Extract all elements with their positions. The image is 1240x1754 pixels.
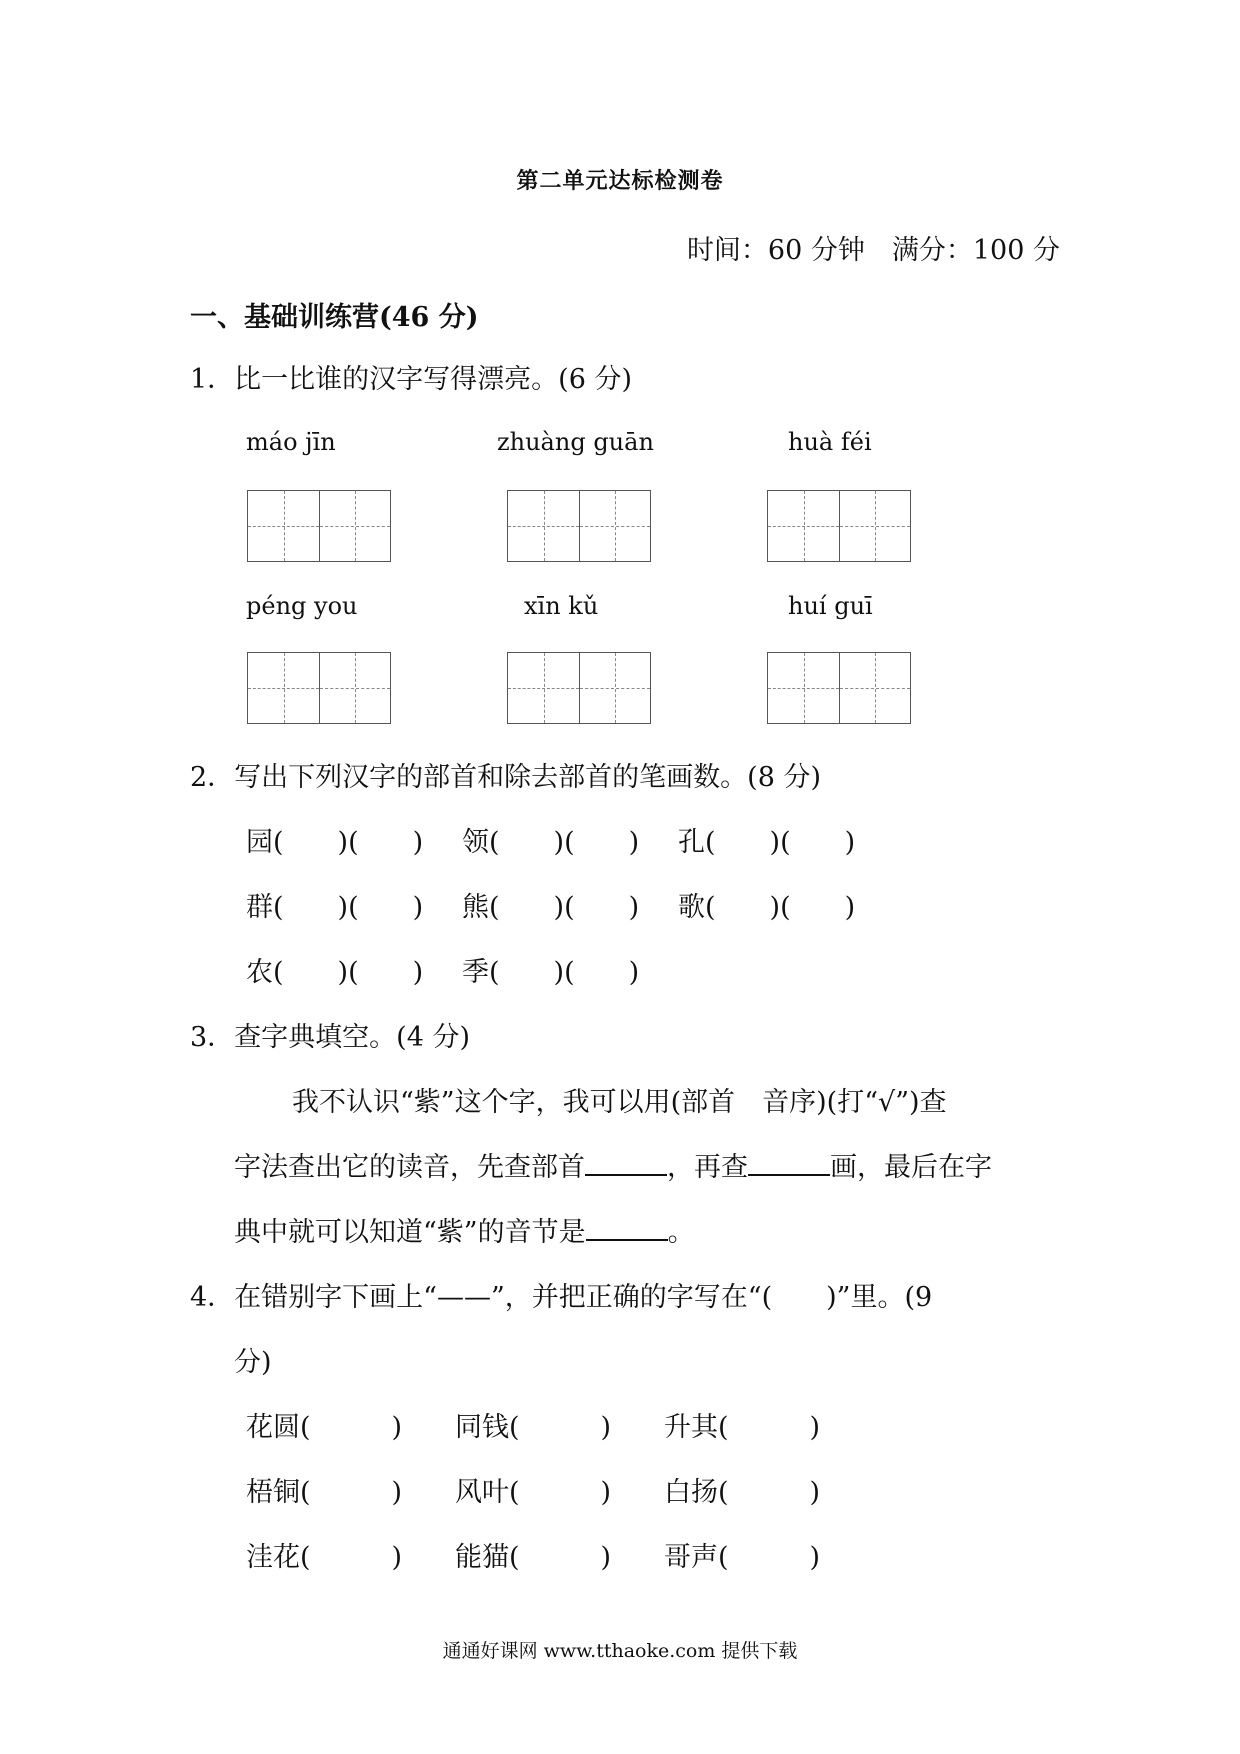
q3-text-e: 画，最后在字 — [830, 1152, 992, 1183]
section-heading: 一、基础训练营(46 分) — [190, 302, 479, 333]
correction-item[interactable]: 梧铜( ) — [246, 1477, 403, 1508]
question-3-line-1 — [292, 1080, 947, 1119]
question-3-line-2 — [234, 1145, 992, 1184]
answer-blank[interactable] — [585, 1152, 667, 1176]
q3-text-g: 。 — [667, 1217, 695, 1248]
page-title: 第二单元达标检测卷 — [516, 168, 724, 194]
writing-box-6[interactable] — [767, 652, 911, 724]
pinyin-5: xīn kǔ — [524, 592, 599, 620]
pinyin-3: huà féi — [788, 428, 872, 456]
correction-item[interactable]: 哥声( ) — [664, 1542, 821, 1573]
footer-watermark: 通通好课网 www.tthaoke.com 提供下载 — [442, 1640, 798, 1662]
writing-box-5[interactable] — [507, 652, 651, 724]
correction-item[interactable]: 能猫( ) — [455, 1542, 612, 1573]
correction-item[interactable]: 升其( ) — [664, 1412, 821, 1443]
correction-item[interactable]: 花圆( ) — [246, 1412, 403, 1443]
answer-blank[interactable] — [748, 1152, 830, 1176]
correction-item[interactable]: 白扬( ) — [664, 1477, 821, 1508]
q3-text-f: 典中就可以知道“紫”的音节是 — [234, 1217, 586, 1248]
question-3-line-3 — [234, 1210, 695, 1249]
q3-text-d: ，再查 — [667, 1152, 748, 1183]
pinyin-6: huí guī — [788, 592, 873, 620]
pinyin-2: zhuàng guān — [497, 428, 654, 456]
writing-box-1[interactable] — [247, 490, 391, 562]
radical-item[interactable]: 农( )( ) — [246, 957, 424, 988]
radical-item[interactable]: 熊( )( ) — [462, 892, 640, 923]
writing-box-3[interactable] — [767, 490, 911, 562]
q3-text-c: 字法查出它的读音，先查部首 — [234, 1152, 585, 1183]
question-4-prompt: 4．在错别字下画上“——”，并把正确的字写在“( )”里。(9 — [190, 1282, 933, 1313]
question-4-prompt-cont: 分) — [234, 1347, 272, 1378]
time-info: 时间：60 分钟 满分：100 分 — [686, 235, 1060, 266]
radical-item[interactable]: 领( )( ) — [462, 827, 640, 858]
writing-box-4[interactable] — [247, 652, 391, 724]
q3-text-b: )(打“√”)查 — [816, 1087, 947, 1118]
question-3-prompt: 3．查字典填空。(4 分) — [190, 1022, 471, 1053]
correction-item[interactable]: 洼花( ) — [246, 1542, 403, 1573]
answer-blank[interactable] — [586, 1217, 668, 1241]
correction-item[interactable]: 风叶( ) — [455, 1477, 612, 1508]
question-2-prompt: 2．写出下列汉字的部首和除去部首的笔画数。(8 分) — [190, 762, 822, 793]
lookup-method-options[interactable]: 部首 音序 — [681, 1087, 817, 1118]
writing-box-2[interactable] — [507, 490, 651, 562]
question-1-prompt: 1．比一比谁的汉字写得漂亮。(6 分) — [190, 364, 633, 395]
radical-item[interactable]: 园( )( ) — [246, 827, 424, 858]
q3-text-a: 我不认识“紫”这个字，我可以用( — [292, 1087, 682, 1118]
radical-item[interactable]: 季( )( ) — [462, 957, 640, 988]
radical-item[interactable]: 群( )( ) — [246, 892, 424, 923]
radical-item[interactable]: 孔( )( ) — [678, 827, 856, 858]
pinyin-1: máo jīn — [246, 428, 336, 456]
pinyin-4: péng you — [246, 592, 358, 620]
correction-item[interactable]: 同钱( ) — [455, 1412, 612, 1443]
radical-item[interactable]: 歌( )( ) — [678, 892, 856, 923]
